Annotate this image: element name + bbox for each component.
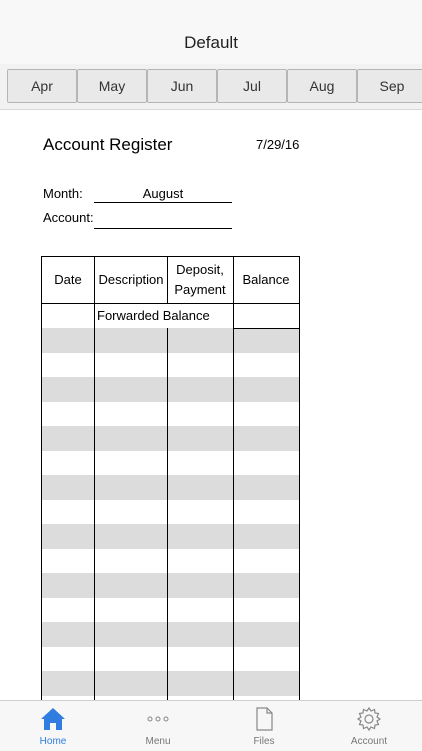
table-row[interactable] [42, 573, 299, 598]
table-header [42, 257, 299, 304]
tab-account[interactable] [316, 701, 422, 751]
tab-jul[interactable]: Jul [217, 69, 287, 103]
document-title: Account Register [43, 135, 173, 154]
header-description: Description [98, 272, 164, 287]
register-document[interactable] [0, 110, 422, 700]
tab-files[interactable] [211, 701, 317, 751]
table-row[interactable] [42, 402, 299, 427]
tab-may[interactable]: May [77, 69, 147, 103]
register-rows [42, 328, 299, 700]
column-divider [94, 257, 95, 700]
header-deposit-payment [168, 257, 232, 303]
header-date: Date [54, 272, 82, 287]
tab-jun[interactable]: Jun [147, 69, 217, 103]
forwarded-balance-label: Forwarded Balance [97, 308, 210, 323]
tab-home[interactable] [0, 701, 106, 751]
month-label: Month: [43, 186, 83, 201]
month-field[interactable]: August [94, 186, 232, 203]
tab-aug[interactable]: Aug [287, 69, 357, 103]
month-tab-strip[interactable] [0, 64, 422, 110]
table-row[interactable] [42, 524, 299, 549]
tab-bar [0, 700, 422, 751]
table-row[interactable] [42, 353, 299, 378]
nav-bar [0, 0, 422, 65]
tab-apr[interactable]: Apr [7, 69, 77, 103]
table-row[interactable] [42, 500, 299, 525]
header-deposit-line2: Payment [174, 282, 226, 297]
tab-menu-label: Menu [145, 736, 171, 747]
table-row[interactable] [42, 622, 299, 647]
table-row[interactable] [42, 475, 299, 500]
tab-sep[interactable]: Sep [357, 69, 422, 103]
table-row[interactable] [42, 328, 299, 353]
column-divider [167, 257, 168, 304]
table-row[interactable] [42, 671, 299, 696]
forwarded-balance-row[interactable] [42, 304, 299, 328]
tab-menu[interactable] [105, 701, 211, 751]
gear-icon [356, 706, 382, 732]
table-row[interactable] [42, 598, 299, 623]
table-row[interactable] [42, 451, 299, 476]
register-table [41, 256, 300, 700]
table-row[interactable] [42, 647, 299, 672]
table-row[interactable] [42, 377, 299, 402]
header-balance: Balance [242, 272, 290, 287]
column-divider [233, 257, 234, 700]
table-row[interactable] [42, 426, 299, 451]
forwarded-balance-underline [233, 328, 299, 329]
document-date: 7/29/16 [256, 137, 300, 152]
nav-title: Default [184, 33, 238, 52]
tab-home-label: Home [39, 736, 67, 747]
table-row[interactable] [42, 549, 299, 574]
account-field[interactable] [94, 212, 232, 229]
file-icon [251, 706, 277, 732]
column-divider [167, 328, 168, 700]
header-deposit-line1: Deposit, [176, 262, 224, 277]
tab-files-label: Files [253, 736, 275, 747]
account-label: Account: [43, 210, 94, 225]
ellipsis-icon [145, 706, 171, 732]
home-icon [40, 706, 66, 732]
tab-account-label: Account [350, 736, 388, 747]
